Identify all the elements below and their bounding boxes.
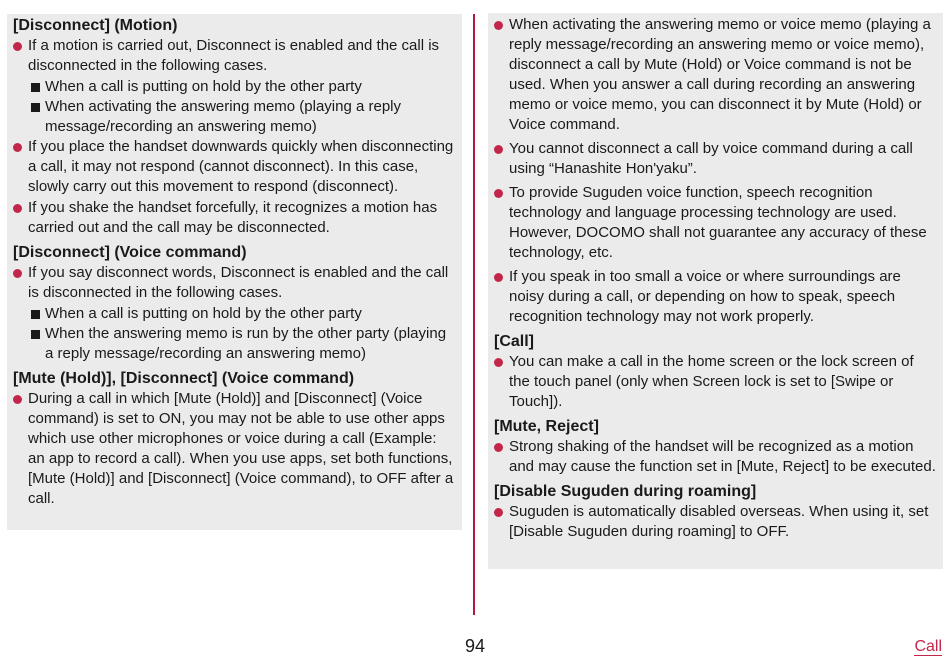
sub-list-item — [13, 77, 456, 97]
sub-item-text: When activating the answering memo (playing a reply message/recording an answering memo) — [45, 98, 402, 135]
bullet-icon — [13, 269, 22, 278]
bullet-icon — [494, 21, 503, 30]
list-item — [494, 139, 937, 179]
section-heading: [Disconnect] (Voice command) — [13, 244, 247, 261]
list-item-text: If you place the handset downwards quickly when disconnecting a call, it may not respond (cannot disconnect). In this case, slowly carry out this movement to respond (disconnect). — [28, 138, 454, 195]
list-item-text: When activating the answering memo or voice memo (playing a reply message/recording an answering memo or voice memo), disconnect a call by Mute (Hold) or Voice command is not be used. When you answer a call during recording an answering memo or voice memo, you can disconnect it by Mute (Hold) or Voice command. — [509, 16, 931, 133]
list-item-text: Strong shaking of the handset will be recognized as a motion and may cause the function set in [Mute, Reject] to be executed. — [509, 438, 936, 475]
list-item — [494, 267, 937, 327]
section-heading: [Disable Suguden during roaming] — [494, 483, 757, 500]
right-column-panel — [488, 13, 943, 569]
bullet-icon — [494, 189, 503, 198]
bullet-icon — [494, 443, 503, 452]
bullet-icon — [13, 42, 22, 51]
sub-item-text: When the answering memo is run by the other party (playing a reply message/recording an answering memo) — [45, 325, 447, 362]
list-item — [494, 15, 937, 135]
list-item — [13, 263, 456, 303]
list-item-text: Suguden is automatically disabled overseas. When using it, set [Disable Suguden during roaming] to OFF. — [509, 503, 929, 540]
left-column-panel — [7, 14, 462, 530]
call-section-link[interactable]: Call — [914, 638, 942, 655]
section-heading: [Mute (Hold)], [Disconnect] (Voice command) — [13, 370, 355, 387]
bullet-icon — [494, 358, 503, 367]
sub-item-text: When a call is putting on hold by the other party — [45, 78, 362, 95]
list-item-text: If a motion is carried out, Disconnect is enabled and the call is disconnected in the following cases. — [28, 37, 440, 74]
sub-list-item — [13, 304, 456, 324]
list-item — [13, 137, 456, 197]
sub-list-item — [13, 97, 456, 137]
square-bullet-icon — [31, 330, 40, 339]
sub-item-text: When a call is putting on hold by the other party — [45, 305, 362, 322]
list-item — [494, 502, 937, 542]
bullet-icon — [494, 508, 503, 517]
list-item-text: If you say disconnect words, Disconnect is enabled and the call is disconnected in the following cases. — [28, 264, 449, 301]
list-item — [13, 389, 456, 509]
section-heading: [Mute, Reject] — [494, 418, 599, 435]
list-item — [494, 183, 937, 263]
bullet-icon — [13, 204, 22, 213]
list-item — [13, 198, 456, 238]
list-item — [494, 437, 937, 477]
square-bullet-icon — [31, 83, 40, 92]
section-heading: [Disconnect] (Motion) — [13, 17, 178, 34]
page-number: 94 — [464, 636, 486, 656]
section-heading: [Call] — [494, 333, 534, 350]
list-item-text: During a call in which [Mute (Hold)] and [Disconnect] (Voice command) is set to ON, you may not be able to use other apps which use other microphones or voice during a call (Example: an app to record a call). When you use apps, set both functions, [Mute (Hold)] and [Disconnect] (Voice command), to OFF after a call. — [28, 390, 454, 507]
list-item-text: To provide Suguden voice function, speech recognition technology and language processing technology are used. However, DOCOMO shall not guarantee any accuracy of these technology, etc. — [509, 184, 927, 261]
square-bullet-icon — [31, 103, 40, 112]
bullet-icon — [494, 273, 503, 282]
list-item — [494, 352, 937, 412]
bullet-icon — [13, 395, 22, 404]
column-divider — [473, 14, 475, 615]
square-bullet-icon — [31, 310, 40, 319]
sub-list-item — [13, 324, 456, 364]
list-item-text: If you shake the handset forcefully, it recognizes a motion has carried out and the call may be disconnected. — [28, 199, 438, 236]
list-item-text: You can make a call in the home screen or the lock screen of the touch panel (only when Screen lock is set to [Swipe or Touch]). — [509, 353, 914, 410]
bullet-icon — [13, 143, 22, 152]
bullet-icon — [494, 145, 503, 154]
list-item-text: If you speak in too small a voice or where surroundings are noisy during a call, or depending on how to speak, speech recognition technology may not work properly. — [509, 268, 901, 325]
list-item-text: You cannot disconnect a call by voice command during a call using “Hanashite Hon'yaku”. — [509, 140, 913, 177]
list-item — [13, 36, 456, 76]
